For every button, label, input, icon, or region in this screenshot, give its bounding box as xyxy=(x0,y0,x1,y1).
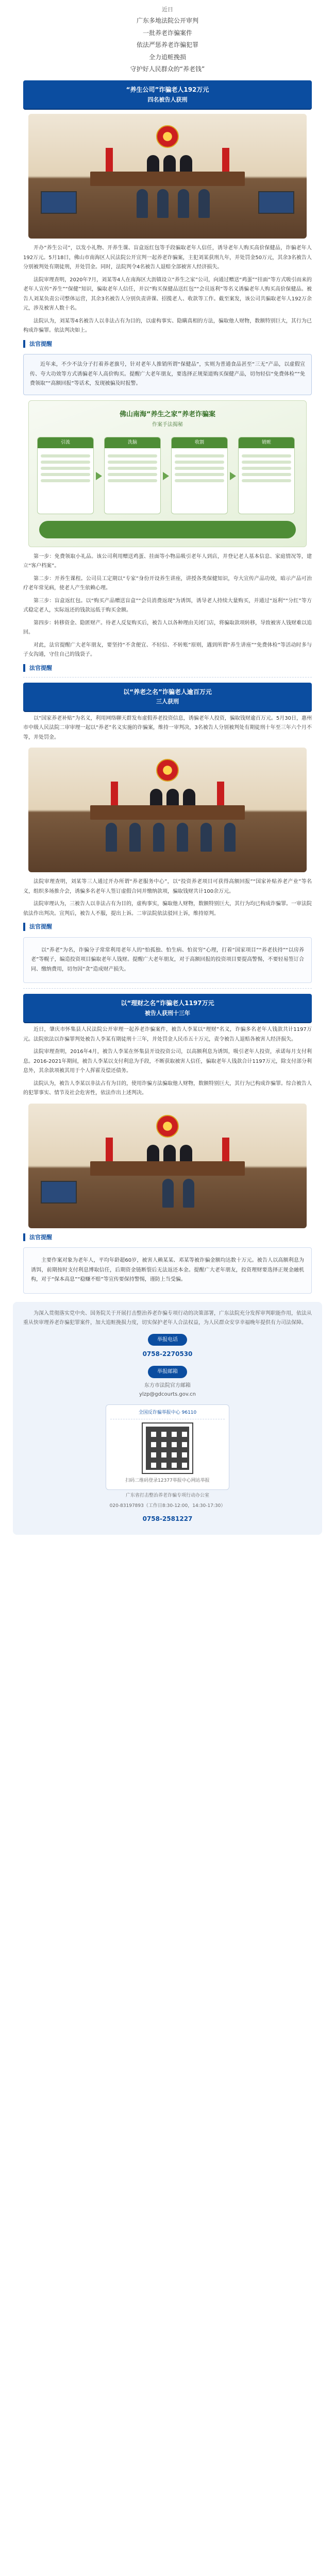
section-3-subtitle: 被告人获刑十三年 xyxy=(145,1009,190,1016)
hero-line-4: 全力追赃挽损 xyxy=(148,53,186,61)
report-mailbox-label: 东方市法院官方邮箱 xyxy=(144,1382,191,1388)
poster-arrow-icon xyxy=(230,472,236,480)
poster-subtitle: 作案手法揭秘 xyxy=(152,421,183,428)
section-3-tip-box xyxy=(23,1247,312,1294)
section-2-paragraph-1: 以“国家养老补贴”为名义，利用网络聊天群发布虚假养老投资信息，诱骗老年人投资，骗取钱财逾百万元。5月30日，惠州市中级人民法院二审审理一起以“养老”名义实施的诈骗案，维持一审判决，3名被告人分别被判处有期徒刑十年至三年六个月不等，并处罚金。 xyxy=(23,715,312,740)
step-4: 第四步：转移资金、隐匿财产。待老人反复购买后，被告人以各种理由关闭门店，将骗取款项转移，导致被害人钱财难以追回。 xyxy=(23,620,312,636)
poster-arrow-icon xyxy=(163,472,169,480)
section-2-title-text: 以“养老之名”诈骗老人逾百万元 xyxy=(123,688,212,696)
step-3: 第三步：盲盒返红包。以“购买产品赠送盲盒”“会员消费返现”为诱饵，诱导老人持续大量购买，并通过“返利”“分红”等方式稳定老人，实际返还的钱款远低于购买金额。 xyxy=(23,598,312,614)
courtroom-photo-2 xyxy=(28,748,307,872)
footer-panel xyxy=(13,1302,322,1535)
hero-line-5: 守护好人民群众的“养老钱” xyxy=(130,65,205,73)
report-email-address[interactable]: ylzp@gdcourts.gov.cn xyxy=(139,1392,196,1398)
section-2-paragraph-3: 法院审理认为，三被告人以非法占有为目的，虚构事实，骗取他人财物，数额特别巨大，其行为均已构成诈骗罪。一审法院依法作出判决。宣判后，被告人不服，提出上诉。二审法院依法驳回上诉，维持原判。 xyxy=(23,901,312,917)
section-2-subtitle: 三人获刑 xyxy=(156,698,179,705)
section-1-header xyxy=(23,80,312,109)
poster-card-3: 收割 xyxy=(171,437,228,514)
section-3-paragraph-2: 法院审理查明，2016年4月，被告人李某在怀集县开设投资公司，以高额利息为诱饵，吸引老年人投资，承诺每月支付利息。2016-2021年期间，被告人李某以支付利息为手段，不断获取被害人信任，骗取老年人钱款合计1197万元，除支付部分利息外，其余款项被其用于个人挥霍及偿还债务。 xyxy=(23,1049,312,1074)
poster-footer-bar xyxy=(39,521,296,538)
office-hours: 020-83197893（工作日8:30-12:00，14:30-17:30） xyxy=(109,1503,226,1509)
courtroom-photo-1 xyxy=(28,114,307,239)
hero-date: 近日 xyxy=(162,6,173,13)
hero-line-1: 广东多地法院公开审判 xyxy=(136,17,198,25)
qr-card-footer: 扫码二维码登录12377举报中心网站举报 xyxy=(125,1478,210,1484)
qr-card-header: 全国反诈骗举报中心 96110 xyxy=(110,1409,225,1420)
section-1-subtitle: 四名被告人获刑 xyxy=(147,96,188,103)
hero-line-3: 依法严惩养老诈骗犯罪 xyxy=(136,41,198,49)
courtroom-photo-3 xyxy=(28,1104,307,1228)
section-1-paragraph-3: 法院认为，刘某等4名被告人以非法占有为目的，以虚构事实、隐瞒真相的方法，骗取他人财物，数额特别巨大，其行为已构成诈骗罪。依法判决如上。 xyxy=(23,318,312,334)
section-1-tip-tag-2: 法官提醒 xyxy=(23,664,312,673)
footer-intro: 为深入贯彻落实党中央、国务院关于开展打击整治养老诈骗专项行动的决策部署，广东法院充分发挥审判职能作用，依法从重从快审理养老诈骗犯罪案件，加大追赃挽损力度，切实保护老年人合法权益，为人民群众安享幸福晚年提供有力司法保障。 xyxy=(23,1310,312,1326)
section-2-header xyxy=(23,683,312,711)
section-1-paragraph-1: 开办“养生公司”，以发小礼物、开养生课、盲盒返红包等手段骗取老年人信任，诱导老年人购买高价保健品，诈骗老年人192万元。5月18日，佛山市南海区人民法院公开宣判一起养老诈骗案，主犯刘某获刑九年，并处罚金50万元，其余3名被告人分别被判处有期徒刑，并处罚金。同时，法院判令4名被告人退赔全部被害人经济损失。 xyxy=(23,245,312,270)
hero-intro xyxy=(0,0,335,75)
divider xyxy=(23,988,312,989)
section-2-tip-box xyxy=(23,937,312,984)
section-2-tip-tag: 法官提醒 xyxy=(23,923,312,932)
section-1-paragraph-2: 法院审理查明，2020年7月，刘某等4人在南海区大沥镇设立“养生之家”公司，向通过赠送“鸡蛋”“挂面”等方式吸引而来的老年人宣传“养生”“保健”知识，骗取老年人信任，并以“购买保健品送红包”“会员返利”等名义诱骗老年人购买高价保健品。被告人刘某负责公司整体运营，其余3名被告人分别负责讲课、招揽老人、收款等工作。截至案发，该公司共骗取老年人192万余元，涉及被害人数十名。 xyxy=(23,277,312,312)
step-2: 第二步：开养生课程。公司员工定期以“专家”身份开设养生讲座，讲授各类保健知识，夸大宣传产品功效，暗示产品可治疗老年常见病，使老人产生依赖心理。 xyxy=(23,575,312,591)
section-1-tip-box xyxy=(23,354,312,395)
section-1-tip-tag: 法官提醒 xyxy=(23,340,312,349)
section-2-paragraph-2: 法院审理查明，刘某等三人通过开办所谓“养老服务中心”，以“投资养老项目可获得高额回报”“国家补贴养老产业”等名义，组织多场推介会，诱骗多名老年人签订虚假合同并缴纳款项，骗取钱财共计100余万元。 xyxy=(23,879,312,894)
court-emblem-icon xyxy=(156,125,179,148)
poster-card-1: 引流 xyxy=(37,437,94,514)
section-3-title-text: 以“理财之名”诈骗老人1197万元 xyxy=(121,999,214,1007)
report-phone-number[interactable]: 0758-2270530 xyxy=(142,1350,193,1358)
section-1-tip-text: 近年来，不少不法分子打着养老旗号，针对老年人推销所谓“保健品”，实则为普通食品甚至“三无”产品，以虚假宣传、夸大功效等方式诱骗老年人高价购买。提醒广大老年朋友，要选择正规渠道购买保健产品，切勿轻信“免费体检”“免费领取”“高额回报”等话术，发现被骗及时报警。 xyxy=(30,362,305,387)
section-3-paragraph-1: 近日，肇庆市怀集县人民法院公开审理一起养老诈骗案件，被告人李某以“理财”名义，诈骗多名老年人钱款共计1197万元。法院依法以诈骗罪判处被告人李某有期徒刑十三年，并处罚金人民币五十万元，责令被告人退赔各被害人经济损失。 xyxy=(23,1027,312,1042)
poster-card-2: 洗脑 xyxy=(104,437,161,514)
section-1-title xyxy=(23,80,312,109)
poster-arrow-icon xyxy=(96,472,102,480)
office-label: 广东省打击整治养老诈骗专项行动办公室 xyxy=(125,1493,209,1499)
section-1-closing: 对此，法官提醒广大老年朋友，要坚持“不贪便宜、不轻信、不转账”原则，遇到所谓“养生讲座”“免费体检”等活动时多与子女沟通，守住自己的钱袋子。 xyxy=(23,642,312,658)
section-1-title-text: “养生公司”诈骗老人192万元 xyxy=(126,86,209,94)
step-1: 第一步：免费领取小礼品。该公司利用赠送鸡蛋、挂面等小物品吸引老年人到店，并登记老人基本信息、家庭情况等，建立“客户档案”。 xyxy=(23,553,312,569)
fraud-method-poster xyxy=(28,400,307,547)
poster-card-4: 销赃 xyxy=(238,437,295,514)
section-3-tip-text: 主要作案对象为老年人，平均年龄超60岁，被害人赖某某、邓某等被诈骗金额均达数十万元。被告人以高额利息为诱饵，前期按时支付利息博取信任，后期资金链断裂后无法返还本金。提醒广大老年朋友，投资理财要选择正规金融机构，对于“保本高息”“稳赚不赔”等宣传要保持警惕，谨防上当受骗。 xyxy=(31,1258,304,1283)
poster-title: 佛山南海“养生之家”养老诈骗案 xyxy=(119,410,216,418)
qr-card xyxy=(106,1404,229,1490)
section-2-tip-text: 以“养老”为名，诈骗分子常常利用老年人的“怕孤独、怕生病、怕贫穷”心理，打着“国家项目”“养老扶持”“以房养老”等幌子，编造投资项目骗取老年人钱财。提醒广大老年朋友，对于高额回报的投资项目要提高警惕，不要轻易签订合同、缴纳费用，切勿因“贪”造成财产损失。 xyxy=(31,947,304,972)
section-3-title xyxy=(23,994,312,1022)
qr-code-icon[interactable] xyxy=(143,1423,192,1473)
section-3-tip-tag: 法官提醒 xyxy=(23,1233,312,1243)
report-email-pill: 举报邮箱 xyxy=(148,1366,187,1378)
final-phone-number[interactable]: 0758-2581227 xyxy=(142,1515,193,1522)
hero-line-2: 一批养老诈骗案件 xyxy=(142,29,192,37)
section-2-title xyxy=(23,683,312,711)
court-emblem-icon xyxy=(156,1115,179,1138)
section-3-paragraph-3: 法院认为，被告人李某以非法占有为目的，使用诈骗方法骗取他人财物，数额特别巨大，其行为已构成诈骗罪。综合被告人的犯罪事实、情节及社会危害性，依法作出上述判决。 xyxy=(23,1080,312,1096)
section-3-header xyxy=(23,994,312,1022)
report-phone-pill: 举报电话 xyxy=(148,1334,187,1346)
